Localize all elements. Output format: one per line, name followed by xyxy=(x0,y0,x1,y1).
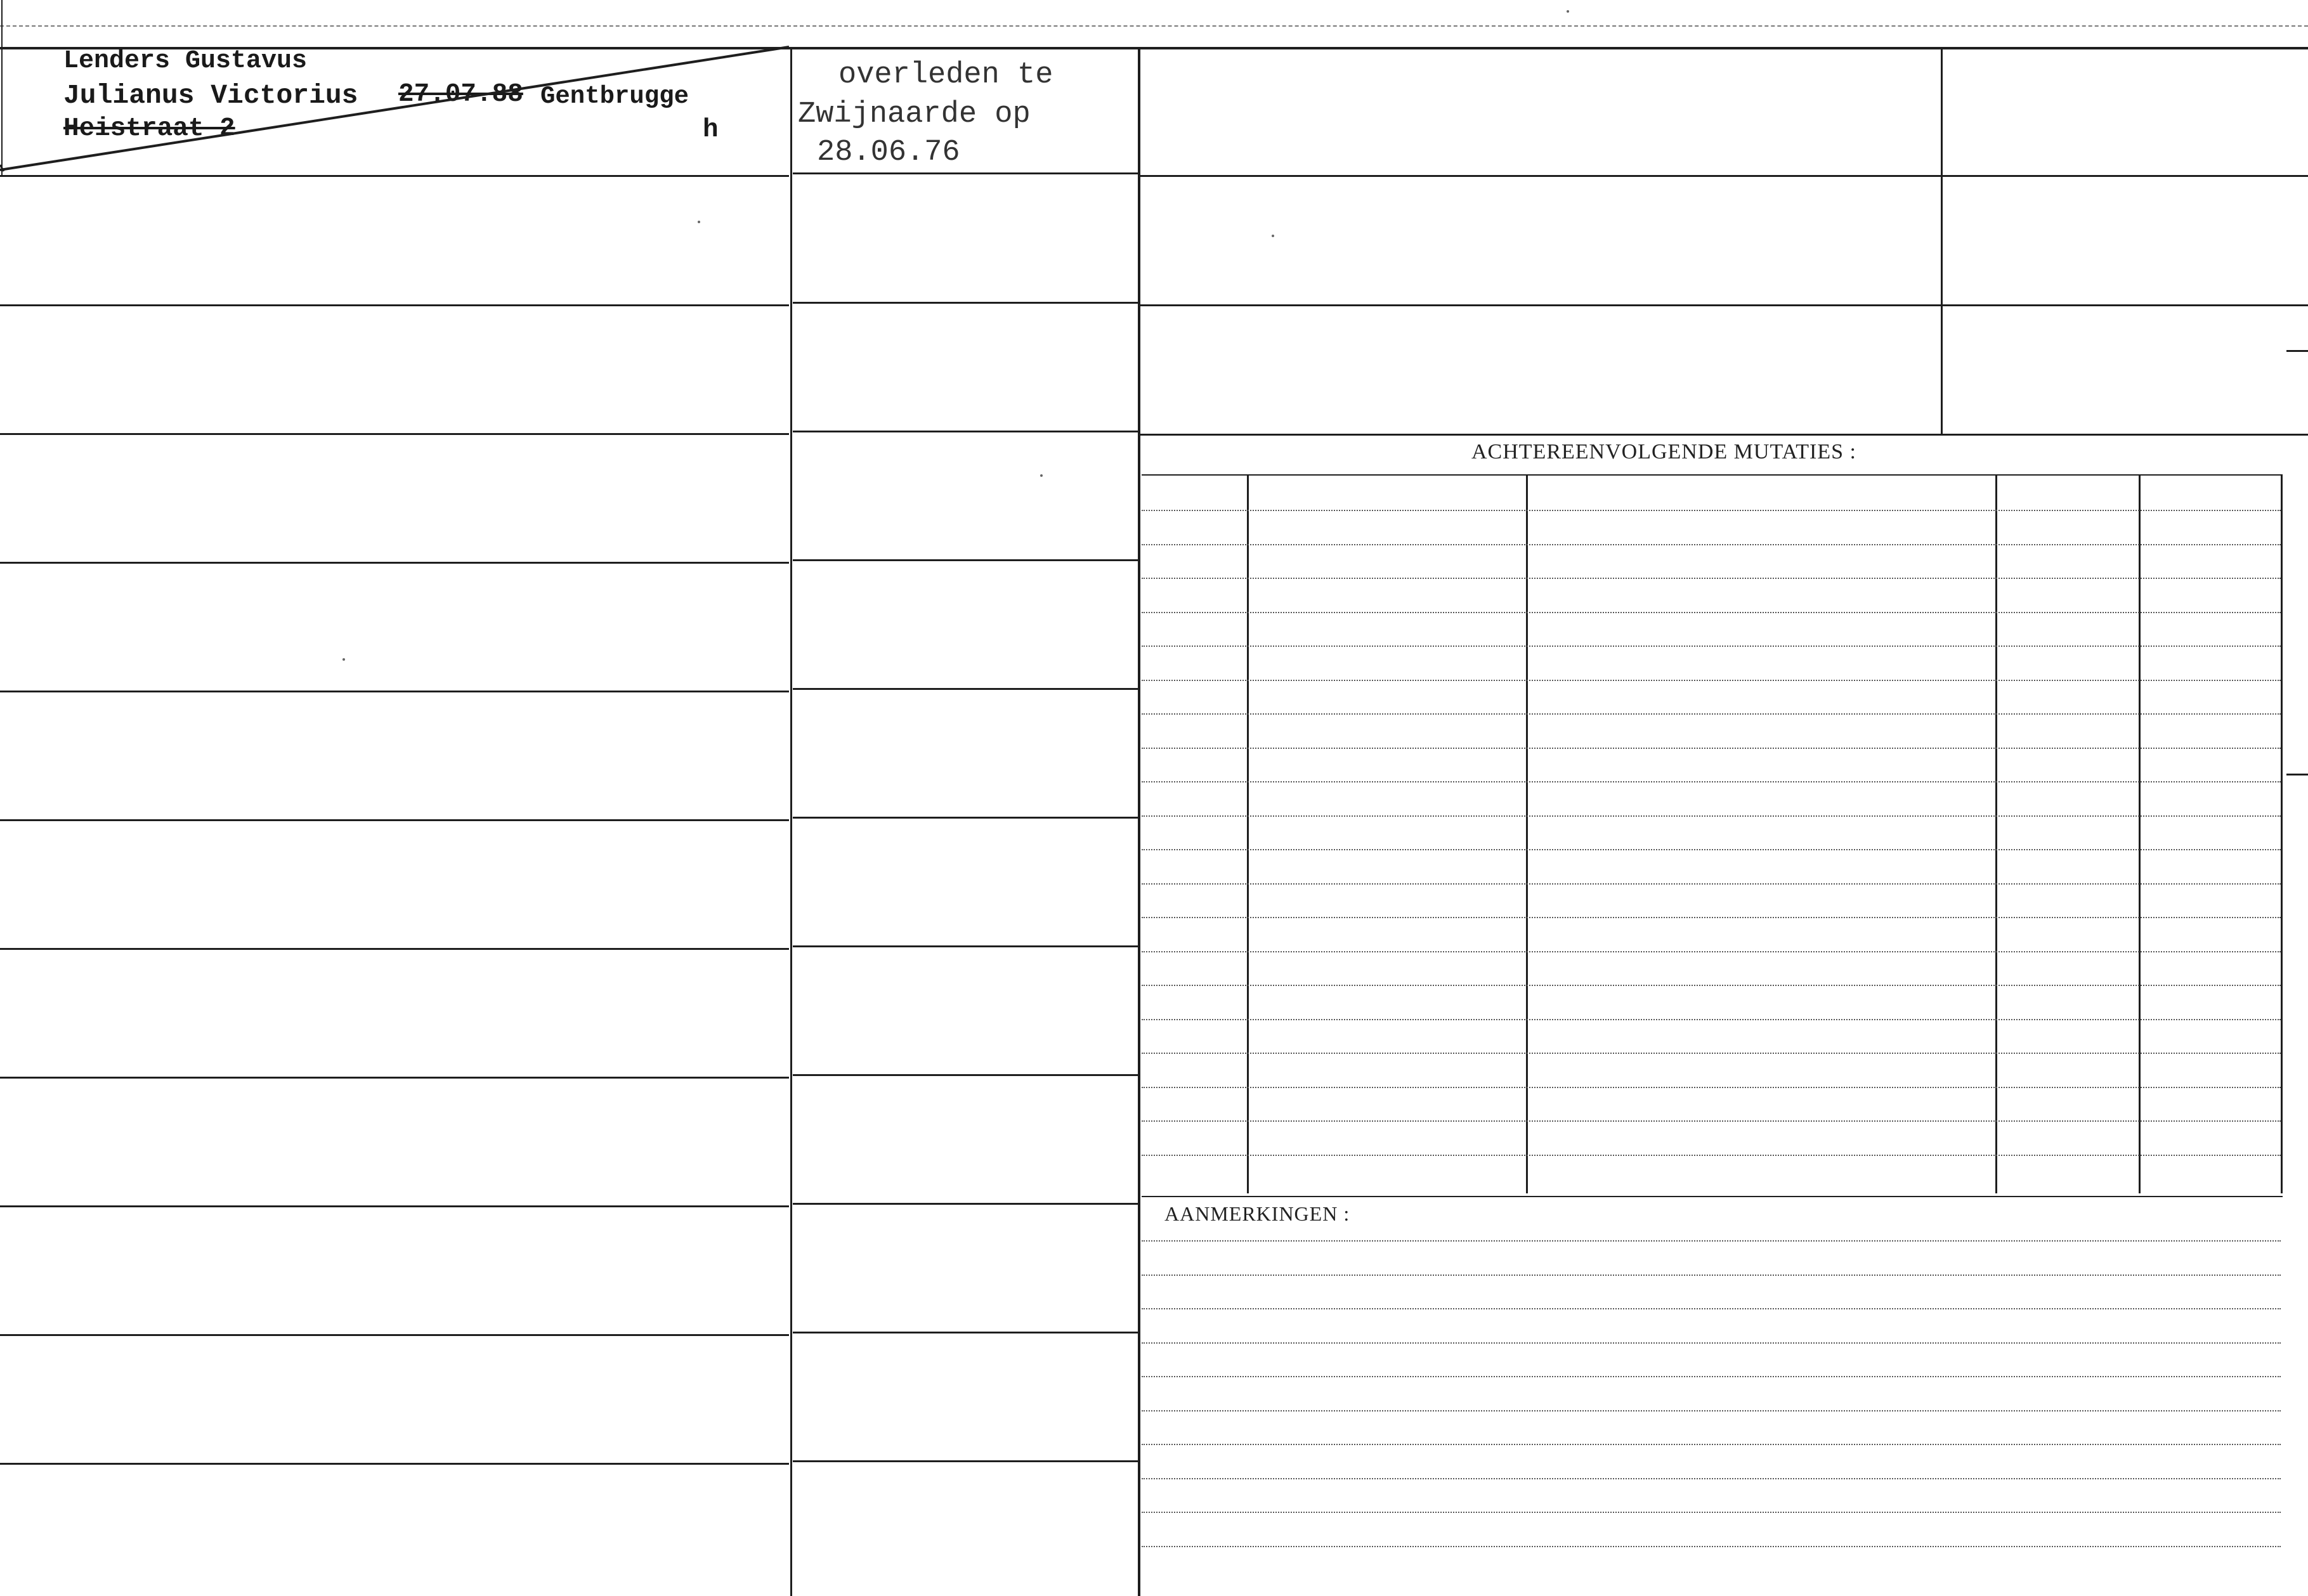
mutations-row-line xyxy=(1142,815,2281,817)
margin-tick-2 xyxy=(2286,774,2308,775)
mutations-row-line xyxy=(1142,883,2281,885)
name-line-1: Lenders Gustavus xyxy=(63,47,308,75)
mutations-row-line xyxy=(1142,951,2281,952)
mutations-table-bottom xyxy=(1142,1196,2283,1197)
remarks-row-line xyxy=(1142,1275,2281,1276)
death-note-line-1: overleden te xyxy=(838,58,1053,92)
right-row-line-2 xyxy=(1139,304,2308,306)
mutations-column-divider xyxy=(1526,476,1528,1193)
register-row-line xyxy=(0,1077,789,1079)
remarks-row-line xyxy=(1142,1478,2281,1479)
remarks-row-line xyxy=(1142,1240,2281,1242)
name-line-2: Julianus Victorius xyxy=(63,80,358,111)
death-column-row-line xyxy=(793,817,1138,819)
remarks-row-line xyxy=(1142,1410,2281,1411)
death-column-row-line xyxy=(793,431,1138,432)
register-row-line xyxy=(0,1463,789,1465)
register-row-line xyxy=(0,1334,789,1336)
mutations-row-line xyxy=(1142,510,2281,511)
mutations-row-line xyxy=(1142,1053,2281,1054)
death-column-row-line xyxy=(793,945,1138,947)
remarks-row-line xyxy=(1142,1342,2281,1344)
mutations-row-line xyxy=(1142,713,2281,715)
death-column-row-line xyxy=(793,172,1138,174)
register-row-line xyxy=(0,1205,789,1207)
right-row-line-1 xyxy=(1139,175,2308,177)
mutations-row-line xyxy=(1142,748,2281,749)
register-row-line xyxy=(0,948,789,950)
column-divider-1 xyxy=(790,48,792,1596)
register-row-line xyxy=(0,691,789,692)
register-row-line xyxy=(0,304,789,306)
mutations-row-line xyxy=(1142,544,2281,545)
column-divider-2 xyxy=(1138,48,1140,1596)
mutations-column-divider xyxy=(1247,476,1249,1193)
death-note-line-3: 28.06.76 xyxy=(817,136,960,169)
top-edge-line xyxy=(0,25,2308,27)
death-column-row-line xyxy=(793,1074,1138,1076)
remarks-row-line xyxy=(1142,1376,2281,1377)
mutations-row-line xyxy=(1142,849,2281,850)
scan-speck xyxy=(698,221,700,223)
remarks-heading: AANMERKINGEN : xyxy=(1164,1202,1350,1225)
mutations-heading: ACHTEREENVOLGENDE MUTATIES : xyxy=(1471,440,1856,464)
remarks-row-line xyxy=(1142,1512,2281,1513)
mutations-row-line xyxy=(1142,680,2281,681)
register-row-line xyxy=(0,562,789,564)
mutations-row-line xyxy=(1142,612,2281,613)
remarks-row-line xyxy=(1142,1308,2281,1309)
death-column-row-line xyxy=(793,559,1138,561)
column-divider-3 xyxy=(1941,48,1943,435)
scan-speck xyxy=(342,658,345,661)
right-row-line-3 xyxy=(1139,434,2308,436)
mutations-column-divider xyxy=(1995,476,1997,1193)
mutations-column-divider xyxy=(2281,476,2283,1193)
mutations-row-line xyxy=(1142,1155,2281,1156)
address: Heistraat 2 xyxy=(63,114,235,143)
mutations-row-line xyxy=(1142,578,2281,579)
death-column-row-line xyxy=(793,1460,1138,1462)
mutations-row-line xyxy=(1142,646,2281,647)
mutations-row-line xyxy=(1142,985,2281,986)
mutations-row-line xyxy=(1142,781,2281,782)
margin-tick-1 xyxy=(2286,350,2308,352)
mutations-column-divider xyxy=(2139,476,2141,1193)
scan-speck xyxy=(1567,10,1569,13)
remarks-row-line xyxy=(1142,1444,2281,1445)
register-row-line xyxy=(0,433,789,435)
death-column-row-line xyxy=(793,688,1138,690)
register-row-line xyxy=(0,819,789,821)
scan-speck xyxy=(1272,235,1274,237)
death-column-row-line xyxy=(793,1332,1138,1333)
birth-date: 27.07.88 xyxy=(398,80,523,109)
death-note-line-2: Zwijnaarde op xyxy=(798,98,1031,131)
scan-speck xyxy=(1040,474,1043,477)
remarks-row-line xyxy=(1142,1546,2281,1547)
mutations-row-line xyxy=(1142,1087,2281,1088)
death-column-row-line xyxy=(793,302,1138,304)
household-marker: h xyxy=(703,115,719,145)
mutations-row-line xyxy=(1142,1120,2281,1122)
death-column-row-line xyxy=(793,1203,1138,1205)
mutations-row-line xyxy=(1142,1019,2281,1020)
strike-through-line xyxy=(0,44,793,178)
birth-place: Gentbrugge xyxy=(540,82,689,110)
mutations-row-line xyxy=(1142,917,2281,918)
mutations-table-top xyxy=(1142,474,2283,476)
